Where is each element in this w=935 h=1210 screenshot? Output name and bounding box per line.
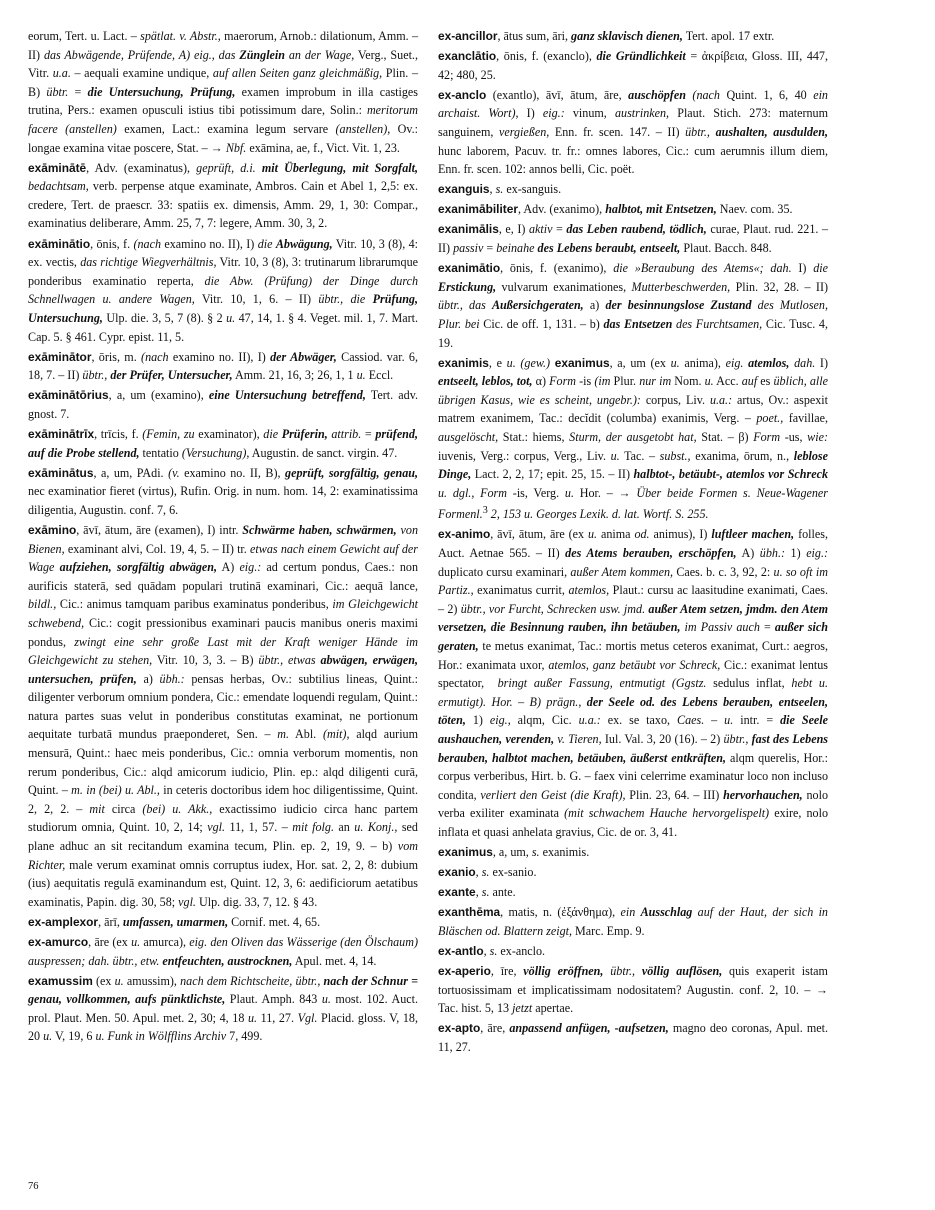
dictionary-entry: ex-antlo, s. ex-anclo. xyxy=(438,944,546,959)
dictionary-entry: exanclātio, ōnis, f. (exanclo), die Gründlichkeit = ἀκρίβεια, Gloss. III, 447, 42; 480, 25. xyxy=(438,49,828,82)
dictionary-entry: exante, s. ante. xyxy=(438,885,516,900)
dictionary-entry: eorum, Tert. u. Lact. – spätlat. v. Abstr., maerorum, Arnob.: dilationum, Amm. – II) das Abwägende, Prüfende, A) eig., das Zünglein an der Wage, Verg., Suet., Vitr. u.a. – aequali examine undique, auf allen Seiten ganz gleichmäßig, Plin. – B) übtr. = die Untersuchung, Prüfung, examen improbum in illa castiges trutina, Pers.: examen opusculi istius tibi potissimum dare, Solin.: meritorum facere (anstellen) examen, Lact.: examina legum servare (anstellen), Ov.: longae examina vitae poscere, Stat. – → Nbf. exāmina, ae, f., Vict. Vit. 1, 23. xyxy=(28,29,418,155)
dictionary-entry: exanimus, a, um, s. exanimis. xyxy=(438,845,590,860)
dictionary-entry: exāminātus, a, um, PAdi. (v. examino no. II, B), geprüft, sorgfältig, genau, nec examinatior fieret (virtus), Rufin. Orig. in num. hom. 14, 2: examinatissima diligentia, Augustin. conf. 7, 6. xyxy=(28,465,418,517)
dictionary-entry: exāminātio, ōnis, f. (nach examino no. II), I) die Abwägung, Vitr. 10, 3 (8), 4: ex. vectis, das richtige Wiegverhältnis, Vitr. 10, 3 (8), 3: trutinarum librarumque ponderibus examinatio reperta, die Abw. (Prüfung) der Dinge durch Schnellwagen u. andere Wagen, Vitr. 10, 1, 6. – II) übtr., die Prüfung, Untersuchung, Ulp. die. 3, 5, 7 (8). § 2 u. 47, 14, 1. § 4. Veget. mil. 1, 7. Mart. Cap. 5. § 461. Cypr. epist. 11, 5. xyxy=(28,236,418,344)
dictionary-entry: ex-amurco, āre (ex u. amurca), eig. den Oliven das Wässerige (den Ölschaum) auspressen; dah. übtr., etw. entfeuchten, austrocknen, Apul. met. 4, 14. xyxy=(28,935,418,968)
page-number: 76 xyxy=(28,1181,39,1192)
dictionary-entry: exanimātio, ōnis, f. (exanimo), die »Beraubung des Atems«; dah. I) die Erstickung, vulvarum exanimationes, Mutterbeschwerden, Plin. 32, 28. – II) übtr., das Außersichgeraten, a) der besinnungslose Zustand des Mutlosen, Plur. bei Cic. de off. 1, 131. – b) das Entsetzen des Furchtsamen, Cic. Tusc. 4, 19. xyxy=(438,261,829,350)
left-column xyxy=(28,27,418,1048)
dictionary-entry: ex-ancillor, ātus sum, āri, ganz sklavisch dienen, Tert. apol. 17 extr. xyxy=(438,29,775,43)
dictionary-entry: exāminātōrius, a, um (examino), eine Untersuchung betreffend, Tert. adv. gnost. 7. xyxy=(28,388,418,421)
dictionary-entry: exanthēma, matis, n. (ἐξάνθημα), ein Ausschlag auf der Haut, der sich in Bläschen od. Blattern zeigt, Marc. Emp. 9. xyxy=(438,905,828,938)
dictionary-entry: exanimābiliter, Adv. (exanimo), halbtot, mit Entsetzen, Naev. com. 35. xyxy=(438,202,793,217)
dictionary-entry: ex-animo, āvī, ātum, āre (ex u. anima od. animus), I) luftleer machen, folles, Auct. Aetnae 565. – II) des Atems berauben, erschöpfen, A) übh.: 1) eig.: duplicato cursu examinari, außer Atem kommen, Caes. b. c. 3, 92, 2: u. so oft im Partiz., exanimatus currit, atemlos, Plaut.: cursu ac laasitudine exanimati, Caes. – 2) übtr., vor Furcht, Schrecken usw. jmd. außer Atem setzen, jmdm. den Atem versetzen, die Besinnung rauben, ihn betäuben, im Passiv auch = außer sich geraten, te metus exanimat, Tac.: mortis metus ceteros exanimat, Curt.: aegros, Hor.: exanimata uxor, atemlos, ganz betäubt vor Schreck, Cic.: exanimat lentus spectator, bringt außer Fassung, entmutigt (Ggstz. sedulus inflat, hebt u. ermutigt). Hor. – B) prägn., der Seele od. des Lebens berauben, entseelen, töten, 1) eig., alqm, Cic. u.a.: ex. se taxo, Caes. – u. intr. = die Seele aushauchen, verenden, v. Tieren, Iul. Val. 3, 20 (16). – 2) übtr., fast des Lebens berauben, halbtot machen, betäuben, äußerst entkräften, alqm querelis, Hor.: corpus verberibus, Hirt. b. G. – faex vini celerrime examinatur loco non incluso condita, verliert den Geist (die Kraft), Plin. 23, 64. – III) hervorhauchen, nolo verba exiliter examinata (mit schwachem Hauche hervorgelispelt) exire, nolo inflata et quasi anhelata gravius, Cic. de or. 3, 41. xyxy=(438,527,829,839)
dictionary-entry: ex-anclo (exantlo), āvī, ātum, āre, auschöpfen (nach Quint. 1, 6, 40 ein archaist. Wort), I) eig.: vinum, austrinken, Plaut. Stich. 273: maternum sanguinem, vergießen, Enn. fr. scen. 147. – II) übtr., aushalten, ausdulden, hunc laborem, Pacuv. tr. fr.: omnes labores, Cic.: cum aerumnis illum diem, Enn. fr. scen. 102: annos belli, Cic. poët. xyxy=(438,87,829,177)
dictionary-entry: exāmino, āvī, ātum, āre (examen), I) intr. Schwärme haben, schwärmen, von Bienen, examinant alvi, Col. 19, 4, 5. – II) tr. etwas nach einem Gewicht auf der Wage aufziehen, sorgfältig abwägen, A) eig.: ad certum pondus, Caes.: non aurificis staterā, sed quādam populari trutinā examinari, Cic.: aequā lance, bildl., Cic.: animus tamquam paribus examinatus ponderibus, im Gleichgewicht schwebend, Cic.: cogit pressionibus examinari paucis manibus oneris maximi pondus, zwingt eine sehr große Last mit der Kraft weniger Hände im Gleichgewicht zu stehen, Vitr. 10, 3, 3. – B) übtr., etwas abwägen, erwägen, untersuchen, prüfen, a) übh.: pensas herbas, Ov.: subtilius lineas, Quint.: diligenter verborum omnium pondera, Cic.: emendate loquendi regulam, Quint.: natura partes suas velut in ponderibus constitutas examinat, ne portionum aequitate turbatā mundus praeponderet, Sen. – m. Abl. (mit), alqd aurium mensurā, Quint.: haec meis ponderibus, Cic.: omnia verborum momentis, non rerum ponderibus, Cic.: alqd amicorum iudicio, Plin. ep.: alqd diligenti curā, Quint. – m. in (bei) u. Abl., in ceteris doctoribus idem hoc diligentissime, Quint. 2, 2, 2. – mit circa (bei) u. Akk., exactissimo iudicio circa hanc partem studiorum omnia, Quint. 10, 2, 14; vgl. 11, 1, 57. – mit folg. an u. Konj., sed plane adhuc an sit recitandum examina tecum, Plin. ep. 2, 19, 9. – b) vom Richter, male verum examinat omnis corruptus iudex, Hor. sat. 2, 2, 8: dubium (ius) aequitatis regulā examinandum est, Quint. 12, 3, 6: aedificiorum aetatibus examinatis, Papin. dig. 30, 58; vgl. Ulp. dig. 33, 7, 12. § 43. xyxy=(28,522,419,909)
dictionary-entry: exāminātor, ōris, m. (nach examino no. II), I) der Abwäger, Cassiod. var. 6, 18, 7. – II) übtr., der Prüfer, Untersucher, Amm. 21, 16, 3; 26, 1, 1 u. Eccl. xyxy=(28,349,418,383)
dictionary-entry: exāminātrīx, trīcis, f. (Femin, zu examinator), die Prüferin, attrib. = prüfend, auf die Probe stellend, tentatio (Versuchung), Augustin. de sanct. virgin. 47. xyxy=(28,426,418,460)
dictionary-entry: exanimis, e u. (gew.) exanimus, a, um (ex u. anima), eig. atemlos, dah. I) entseelt, leblos, tot, α) Form -is (im Plur. nur im Nom. u. Acc. auf es üblich, alle übrigen Kasus, wie es scheint, ungebr.): corpus, Liv. u.a.: artus, Ov.: aspexit matrem exanimem, Tac.: decĭdit (columba) exanimis, Verg. – poet., favillae, ausgelöscht, Stat.: hiems, Sturm, der ausgetobt hat, Stat. – β) Form -us, wie: iuvenis, Verg.: corpus, Verg., Liv. u. Tac. – subst., exanima, ōrum, n., leblose Dinge, Lact. 2, 2, 17; epit. 25, 15. – II) halbtot-, betäubt-, atemlos vor Schreck u. dgl., Form -is, Verg. u. Hor. – → Über beide Formen s. Neue-Wagener Formenl.$^3$ 2, 153 u. Georges Lexik. d. lat. Wortf. S. 255. xyxy=(438,355,829,522)
dictionary-entry: ex-amplexor, ārī, umfassen, umarmen, Cornif. met. 4, 65. xyxy=(28,914,321,929)
dictionary-entry: examussim (ex u. amussim), nach dem Richtscheite, übtr., nach der Schnur = genau, vollkommen, aufs pünktlichste, Plaut. Amph. 843 u. most. 102. Auct. prol. Plaut. Men. 50. Apul. met. 2, 30; 4, 18 u. 11, 27. Vgl. Placid. gloss. V, 18, 20 u. V, 19, 6 u. Funk in Wölfflins Archiv 7, 499. xyxy=(28,973,418,1044)
dictionary-entry: exanio, s. ex-sanio. xyxy=(438,865,537,880)
dictionary-entry: ex-aperio, īre, völlig eröffnen, übtr., völlig auflösen, quis exaperit istam tortuosissimam et implicatissimam nodositatem? Augustin. conf. 2, 10. – → Tac. hist. 5, 13 jetzt apertae. xyxy=(438,964,828,1016)
dictionary-entry: ex-apto, āre, anpassend anfügen, -aufsetzen, magno deo coronas, Apul. met. 11, 27. xyxy=(438,1021,828,1054)
dictionary-entry: exāminātē, Adv. (examinatus), geprüft, d.i. mit Überlegung, mit Sorgfalt, bedachtsam, verb. perpense atque examinate, Ambros. Cain et Abel 1, 2,5: ex. credere, Tert. de praescr. 33: spatiis ex. dimensis, Amm. 29, 1, 30: Compar., examinatius deliberare, Amm. 25, 7, 7: legere, Amm. 30, 3, 2. xyxy=(28,160,418,231)
dictionary-entry: exanguis, s. ex-sanguis. xyxy=(438,182,562,197)
dictionary-entry: exanimālis, e, I) aktiv = das Leben raubend, tödlich, curae, Plaut. rud. 221. – II) passiv = beinahe des Lebens beraubt, entseelt, Plaut. Bacch. 848. xyxy=(438,222,828,256)
right-column xyxy=(438,27,828,1058)
